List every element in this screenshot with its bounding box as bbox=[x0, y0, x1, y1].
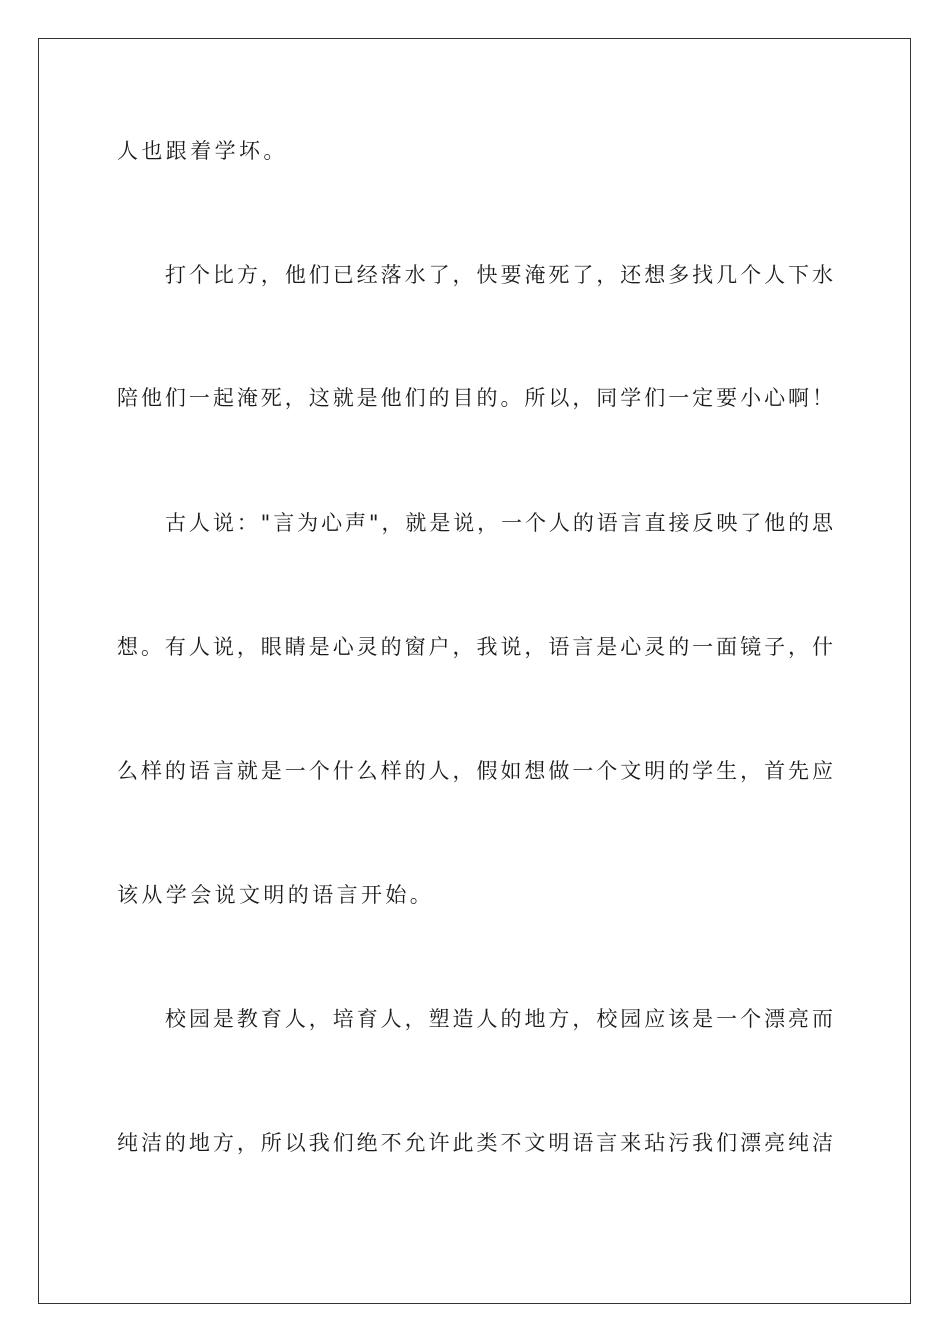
text-line-7: 该从学会说文明的语言开始。 bbox=[117, 883, 435, 907]
text-line-3: 陪他们一起淹死，这就是他们的目的。所以，同学们一定要小心啊！ bbox=[117, 386, 833, 410]
page-border bbox=[38, 38, 911, 1304]
text-line-9: 纯洁的地方，所以我们绝不允许此类不文明语言来玷污我们漂亮纯洁 bbox=[117, 1131, 833, 1155]
text-line-4: 古人说："言为心声"，就是说，一个人的语言直接反映了他的思 bbox=[165, 511, 833, 535]
text-line-2: 打个比方，他们已经落水了，快要淹死了，还想多找几个人下水 bbox=[165, 263, 833, 287]
text-line-6: 么样的语言就是一个什么样的人，假如想做一个文明的学生，首先应 bbox=[117, 759, 833, 783]
text-line-8: 校园是教育人，培育人，塑造人的地方，校园应该是一个漂亮而 bbox=[165, 1007, 833, 1031]
text-line-5: 想。有人说，眼睛是心灵的窗户，我说，语言是心灵的一面镜子，什 bbox=[117, 635, 833, 659]
text-line-1: 人也跟着学坏。 bbox=[117, 139, 288, 163]
